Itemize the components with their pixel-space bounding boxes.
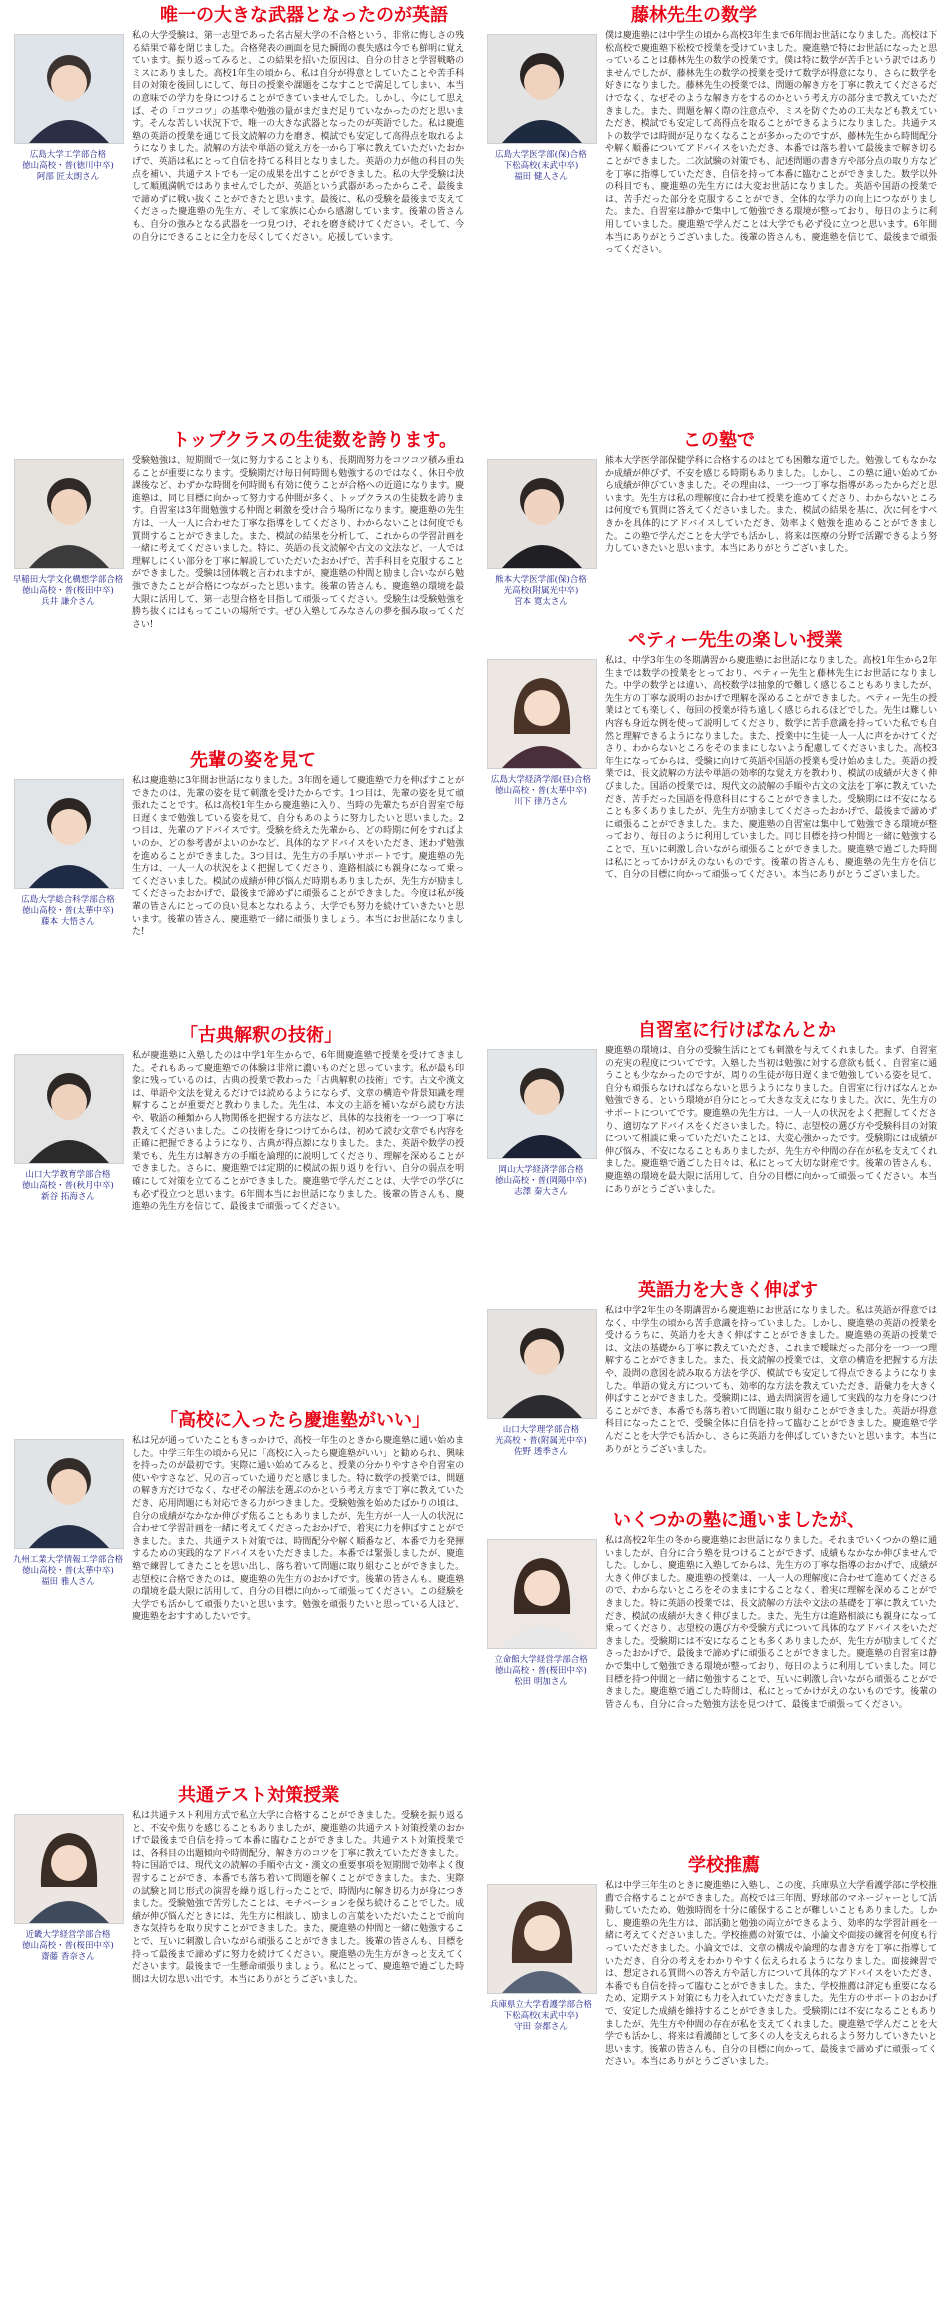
student-photo — [487, 659, 597, 769]
article-body: 私は共通テスト利用方式で私立大学に合格することができました。受験を振り返ると、不安や焦りを感じることもありましたが、慶進塾の共通テスト対策授業のおかげで最後まで自信を持って本番に臨むことができました。共通テスト対策授業では、各科目の出題傾向や時間配分、解き方のコツを丁寧に教えていただきました。特に国語では、現代文の読解の手順や古文・漢文の重要事項を短期間で効率よく復習することができ、本番でも落ち着いて問題を解くことができました。また、実際の試験と同じ形式の演習を繰り返し行ったことで、時間内に解き切る力が身につきました。受験勉強で苦労したことは、モチベーションを保ち続けることでした。成績が伸び悩んだときには、先生方に相談し、励ましの言葉をいただいたことで前向きな気持ちを取り戻すことができました。また、慶進塾の仲間と一緒に勉強することで、互いに刺激し合いながら頑張ることができました。後輩の皆さんも、目標を持って最後まで諦めずに努力を続けてください。慶進塾の先生方がきっと支えてくださいます。最後まで一生懸命頑張りましょう。私にとって、慶進塾で過ごした時間は大切な思い出です。本当にありがとうございました。 — [132, 1811, 464, 1985]
caption-name: 齋藤 香奈さん — [41, 1952, 95, 1962]
student-photo — [14, 1439, 124, 1549]
student-photo — [487, 34, 597, 144]
caption-name: 兵井 謙介さん — [41, 597, 95, 607]
student-photo — [487, 1539, 597, 1649]
caption-school-detail: 徳山高校・普(秋月中卒) — [22, 1181, 114, 1191]
student-photo — [14, 459, 124, 569]
caption-school-detail: 徳山高校・普(岡陽中卒) — [495, 1176, 587, 1186]
student-caption — [6, 1930, 130, 1963]
article-body: 私は兄が通っていたこともきっかけで、高校一年生のときから慶進塾に通い始めました。中学三年生の頃から兄に「高校に入ったら慶進塾がいい」と勧められ、興味を持ったのが最初です。実際に通い始めてみると、授業の分かりやすさや自習室の使いやすさなど、兄の言っていた通りだと感じました。特に数学の授業では、問題の解き方だけでなく、なぜその解法を選ぶのかという考え方まで丁寧に教えていただき、応用問題にも対応できる力がつきました。受験勉強を始めたばかりの頃は、自分の成績がなかなか伸びず焦ることもありましたが、先生方が一人一人の状況に合わせて学習計画を一緒に考えてくださったおかげで、着実に力を伸ばすことができました。また、共通テスト対策では、時間配分や解く順番など、本番で力を発揮するための実践的なアドバイスをいただきました。本番では緊張しましたが、慶進塾で練習してきたことを思い出し、落ち着いて問題に取り組むことができました。志望校に合格できたのは、慶進塾の先生方のおかげです。後輩の皆さんも、慶進塾の環境を最大限に活用して、自分の目標に向かって頑張ってください。この経験を大学でも活かして頑張りたいと思います。勉強を頑張りたいと思っている人ほど、慶進塾をおすすめしたいです。 — [132, 1436, 464, 1623]
article-body: 私は慶進塾に3年間お世話になりました。3年間を通して慶進塾で力を伸ばすことができたのは、先輩の姿を見て刺激を受けたからです。1つ目は、先輩の姿を見て頑張れたことです。私は高校1年生から慶進塾に入り、当時の先輩たちが自習室で毎日遅くまで勉強している姿を見て、自分もあのように努力したいと思いました。2つ目は、先輩のアドバイスです。受験を終えた先輩から、どの時期に何をすればよいのか、どの参考書がよいのかなど、具体的なアドバイスをいただき、迷わず勉強を進めることができました。3つ目は、先生方の手厚いサポートです。慶進塾の先生方は、一人一人の状況をよく把握してくださり、進路相談にも親身になって乗ってくださいました。模試の成績が伸び悩んだ時期もありましたが、先生方が励ましてくださったおかげで、最後まで諦めずに頑張ることができました。今度は私が後輩の皆さんにとっての良い見本となれるよう、大学でも努力を続けていきたいと思います。後輩の皆さん、慶進塾で一緒に頑張りましょう。本当にお世話になりました! — [132, 776, 464, 938]
article-classics — [0, 1020, 472, 1405]
article-this-juku — [473, 425, 945, 625]
student-caption — [479, 1655, 603, 1688]
student-caption — [6, 1170, 130, 1203]
caption-school: 広島大学医学部(保)合格 — [495, 150, 587, 160]
article-headline: いくつかの塾に通いましたが、 — [613, 1510, 865, 1531]
article-body: 私は、中学3年生の冬期講習から慶進塾にお世話になりました。高校1年生から2年生までは数学の授業をとっており、ペティー先生と藤林先生にお世話になりました。中学の数学とは違い、高校数学は抽象的で難しく感じることもありましたが、先生方の丁寧な説明のおかげで理解を深めることができました。ペティー先生の授業はとても楽しく、毎回の授業が待ち遠しく感じられるほどでした。先生は難しい内容も身近な例を使って説明してくださり、数学に苦手意識を持っていた私でも自然と理解できるようになりました。また、授業中に生徒一人一人に声をかけてくださり、わからないところをそのままにしないよう配慮してくださいました。高校3年生になってからは、受験に向けて英語や国語の授業も受け始めました。英語の授業では、長文読解の方法や単語の効率的な覚え方を教わり、模試の成績が大きく伸びました。国語の授業では、現代文の読解の手順や古文の文法を丁寧に教えていただき、苦手だった国語を得意科目にすることができました。受験期には不安になることも多くありましたが、先生方が励ましてくださったおかげで、最後まで諦めずに頑張ることができました。また、慶進塾の自習室は集中して勉強できる環境が整っており、毎日のように利用していました。同じ目標を持つ仲間と一緒に勉強することで、互いに刺激し合いながら頑張ることができました。慶進塾で過ごした時間は私にとってかけがえのないものです。後輩の皆さんも、慶進塾の先生方を信じて、自分の目標に向かって頑張ってください。本当にありがとうございました。 — [605, 656, 937, 881]
article-body: 熊本大学医学部保健学科に合格するのはとても困難な道でした。勉強してもなかなか成績が伸びず、不安を感じる時期もありました。しかし、この塾に通い始めてから成績が伸びていきました。その理由は、一つ一つ丁寧な指導があったからだと思います。先生方は私の理解度に合わせて授業を進めてくださり、わからないところは何度でも質問に答えてくださいました。また、模試の結果を基に、次に何をすべきかを具体的にアドバイスしていただき、効率よく勉強を進めることができました。この塾で学んだことを大学でも活かし、将来は医療の分野で活躍できるよう努力していきたいと思います。本当にありがとうございました。 — [605, 456, 937, 555]
caption-school: 兵庫県立大学看護学部合格 — [489, 2000, 592, 2010]
article-body: 私は高校2年生の冬から慶進塾にお世話になりました。それまでいくつかの塾に通いましたが、自分に合う塾を見つけることができず、成績もなかなか伸びませんでした。しかし、慶進塾に入塾してからは、先生方の丁寧な指導のおかげで、成績が大きく伸びました。慶進塾の授業は、一人一人の理解度に合わせて進めてくださるので、わからないところをそのままにすることなく、着実に理解を深めることができました。特に英語の授業では、長文読解の方法や文法の基礎を丁寧に教えていただき、模試の成績が大きく伸びました。また、先生方は進路相談にも親身になって乗ってくださり、志望校の選び方や受験方式について具体的なアドバイスをいただきました。受験期には不安になることも多くありましたが、先生方が励ましてくださったおかげで、最後まで諦めずに頑張ることができました。慶進塾の自習室は静かで集中して勉強できる環境が整っており、毎日のように利用していました。同じ目標を持つ仲間と一緒に勉強することで、互いに刺激し合いながら頑張ることができました。慶進塾で過ごした時間は、私にとってかけがえのないものです。後輩の皆さんも、自分に合った勉強方法を見つけて、最後まで頑張ってください。 — [605, 1536, 937, 1710]
caption-school-detail: 光高校(附属光中卒) — [503, 586, 579, 596]
caption-name: 守田 奈都さん — [514, 2022, 568, 2032]
caption-name: 松田 明加さん — [514, 1677, 568, 1687]
person-silhouette-icon — [488, 1540, 596, 1648]
article-body: 受験勉強は、短期間で一気に努力することよりも、長期間努力をコツコツ積み重ねることが重要になります。受験期だけ毎日何時間も勉強するのではなく、休日や放課後など、わずかな時間を何時間も有効に使うことが合格への近道になります。慶進塾は、同じ目標に向かって努力する仲間が多く、トップクラスの生徒数を誇ります。自習室は3年間勉強する仲間と刺激を受け合う場所になります。慶進塾の先生方は、一人一人に合わせた丁寧な指導をしてくださり、わからないことは何度でも質問することができました。また、模試の結果を分析して、これからの学習計画を一緒に考えてくださいました。特に、英語の長文読解や古文の文法など、一人では理解しにくい部分を丁寧に解説していただいたおかげで、苦手科目を克服することができました。受験は団体戦と言われますが、慶進塾の仲間と励まし合いながら勉強できたことが合格につながったと思います。後輩の皆さんも、慶進塾の環境を最大限に活用して、第一志望合格を目指して頑張ってください。受験生は受験勉強を勝ち抜くにはもってこいの場所です。ぜひ入塾してみなさんの夢を掴み取ってください! — [132, 456, 464, 630]
student-photo — [487, 1309, 597, 1419]
student-photo — [14, 779, 124, 889]
student-caption — [6, 575, 130, 608]
caption-school: 山口大学理学部合格 — [502, 1425, 580, 1435]
article-high-school — [0, 1405, 472, 1780]
caption-name: 新谷 拓海さん — [41, 1192, 95, 1202]
article-fujibayashi-math — [473, 0, 945, 425]
article-headline: 英語力を大きく伸ばす — [638, 1280, 818, 1301]
person-silhouette-icon — [488, 460, 596, 568]
caption-school-detail: 徳山高校・普(桜田中卒) — [22, 1941, 114, 1951]
caption-name: 福田 健人さん — [514, 172, 568, 182]
person-silhouette-icon — [15, 35, 123, 143]
person-silhouette-icon — [488, 35, 596, 143]
student-caption — [479, 2000, 603, 2033]
caption-school-detail: 徳山高校・普(太華中卒) — [22, 1566, 114, 1576]
article-headline: 唯一の大きな武器となったのが英語 — [160, 5, 448, 26]
caption-school-detail: 徳山高校・普(桜田中卒) — [495, 1666, 587, 1676]
article-body: 私は中学三年生のときに慶進塾に入塾し、この度、兵庫県立大学看護学部に学校推薦で合格することができました。高校では三年間、野球部のマネージャーとして活動していたため、勉強時間を十分に確保することが難しいこともありました。しかし、慶進塾の先生方は、部活動と勉強の両立ができるよう、効率的な学習計画を一緒に考えてくださいました。学校推薦の対策では、小論文や面接の練習を何度も行っていただきました。小論文では、文章の構成や論理的な書き方を丁寧に指導していただき、自分の考えをわかりやすく伝えられるようになりました。面接練習では、想定される質問への答え方や話し方について具体的なアドバイスをいただき、本番でも自信を持って臨むことができました。また、学校推薦は評定も重要になるため、定期テスト対策にも力を入れていただきました。先生方のサポートのおかげで、安定した成績を維持することができました。受験期には不安になることもありましたが、先生方や仲間の存在が私を支えてくれました。慶進塾で学んだことを大学でも活かし、将来は看護師として多くの人を支えられるよう努力していきたいと思います。後輩の皆さんも、自分の目標に向かって、最後まで諦めずに頑張ってください。本当にありがとうございました。 — [605, 1881, 937, 2068]
student-caption — [479, 775, 603, 808]
article-body: 私の大学受験は、第一志望であった名古屋大学の不合格という、非常に悔しさの残る結果で幕を閉じました。合格発表の画面を見た瞬間の喪失感は今でも鮮明に覚えています。振り返ってみると、この結果を招いた原因は、自分の甘さと学習戦略のミスにありました。高校1年生の頃から、私は自分が得意としていたことや苦手科目の対策を後回しにして、毎日の授業や課題をこなすことで満足してしまい、本当の意味での学力を身につけることができていませんでした。しかし、今にして思えば、その「コツコツ」の基準や勉強の量がまだまだ足りていなかったのだと思います。そんな苦しい状況下で、唯一の大きな武器となったのが英語でした。私は慶進塾の英語の授業を通じて長文読解の力を磨き、模試でも安定して高得点を取れるようになりました。読解の方法や単語の覚え方を一から丁寧に教えていただいたおかげで、英語は私にとって自信を持てる科目となりました。英語の力が他の科目の失点を補い、共通テストでも一定の成果を出すことができました。私の大学受験は決して順風満帆ではありませんでしたが、英語という武器があったからこそ、最後まで諦めずに戦い抜くことができたと思います。最後に、私の受験を最後まで支えてくださった慶進塾の先生方、そして家族に心から感謝しています。後輩の皆さんも、自分の強みとなる武器を一つ見つけ、それを磨き続けてください。そして、今の自分にできることに全力を尽くしてください。応援しています。 — [132, 31, 464, 243]
caption-school-detail: 下松高校(末武中卒) — [503, 2011, 579, 2021]
caption-school: 岡山大学経済学部合格 — [498, 1165, 584, 1175]
article-body: 慶進塾の環境は、自分の受験生活にとても刺激を与えてくれました。まず、自習室の充実の程度についてです。入塾した当初は勉強に対する意欲も低く、自習室に通うことも少なかったのですが、周りの生徒が毎日遅くまで勉強している姿を見て、自分も頑張らなければならないと思うようになりました。自習室に行けばなんとか勉強できる、という環境が自分にとって大きな支えになりました。次に、先生方のサポートについてです。慶進塾の先生方は、一人一人の状況をよく把握してくださり、適切なアドバイスをくださいました。特に、志望校の選び方や受験科目の対策について相談に乗っていただいたことは、大変心強かったです。受験期には成績が伸び悩み、不安になることもありましたが、先生方や仲間の存在が私を支えてくれました。慶進塾で過ごした日々は、私にとって大切な財産です。後輩の皆さんも、慶進塾の環境を最大限に活用して、自分の目標に向かって頑張ってください。本当にありがとうございました。 — [605, 1046, 937, 1195]
person-silhouette-icon — [488, 1050, 596, 1158]
person-silhouette-icon — [15, 1440, 123, 1548]
caption-school: 早稲田大学文化構想学部合格 — [12, 575, 124, 585]
article-headline: 先輩の姿を見て — [190, 750, 316, 771]
article-headline: 「高校に入ったら慶進塾がいい」 — [160, 1410, 430, 1431]
person-silhouette-icon — [15, 1055, 123, 1163]
caption-school-detail: 徳山高校・普(桜田中卒) — [22, 586, 114, 596]
caption-school: 九州工業大学情報工学部合格 — [12, 1555, 124, 1565]
caption-school: 広島大学工学部合格 — [29, 150, 107, 160]
caption-school: 近畿大学経営学部合格 — [25, 1930, 111, 1940]
article-headline: この塾で — [683, 430, 755, 451]
caption-school-detail: 徳山高校・普(徳川中卒) — [22, 161, 114, 171]
article-headline: 藤林先生の数学 — [631, 5, 757, 26]
person-silhouette-icon — [15, 1815, 123, 1923]
student-caption — [479, 575, 603, 608]
article-several-jukus — [473, 1505, 945, 1850]
caption-name: 佐野 透季さん — [514, 1447, 568, 1457]
article-headline: ペティー先生の楽しい授業 — [628, 630, 843, 651]
article-body: 私は中学2年生の冬期講習から慶進塾にお世話になりました。私は英語が得意ではなく、中学生の頃から苦手意識を持っていました。しかし、慶進塾の英語の授業を受けるうちに、英語力を大きく伸ばすことができました。慶進塾の英語の授業では、文法の基礎から丁寧に教えていただき、これまで曖昧だった部分を一つ一つ理解することができました。また、長文読解の授業では、文章の構造を把握する方法や、設問の意図を読み取る方法を学び、模試でも安定して得点できるようになりました。単語の覚え方についても、効率的な方法を教えていただき、語彙力を大きく伸ばすことができました。受験期には、過去問演習を通して実践的な力を身につけることができ、本番でも落ち着いて問題に取り組むことができました。英語が得意科目になったことで、受験全体に自信を持って臨むことができました。慶進塾で学んだことを大学でも活かし、さらに英語力を伸ばしていきたいと思います。本当にありがとうございました。 — [605, 1306, 937, 1455]
person-silhouette-icon — [488, 1310, 596, 1418]
student-caption — [479, 1425, 603, 1458]
student-photo — [14, 1814, 124, 1924]
article-study-room — [473, 1015, 945, 1275]
person-silhouette-icon — [488, 660, 596, 768]
article-top-class — [0, 425, 472, 745]
article-body: 僕は慶進塾には中学生の頃から高校3年生まで6年間お世話になりました。高校は下松高校で慶進塾下松校で授業を受けていました。慶進塾で特にお世話になったと思っていることは藤林先生の数学の授業です。僕は特に数学が苦手という訳ではありませんでしたが、藤林先生の数学の授業を受けて数学が得意になり、さらに数学を好きになりました。藤林先生の授業では、問題の解き方を丁寧に教えてくださるだけでなく、なぜそのような解き方をするのかという考え方の部分まで教えていただきました。また、問題を解く際の注意点や、ミスを防ぐための工夫なども教えていただき、模試でも安定して高得点を取ることができるようになりました。共通テストの数学では時間が足りなくなることが多かったのですが、藤林先生から時間配分や解く順番についてアドバイスをいただき、本番では落ち着いて最後まで解き切ることができました。二次試験の対策でも、記述問題の書き方や部分点の取り方などを丁寧に指導していただき、自信を持って本番に臨むことができました。数学以外の科目でも、慶進塾の先生方には大変お世話になりました。英語や国語の授業では、苦手だった部分を克服することができ、全体的な学力の向上につながりました。また、自習室は静かで集中して勉強できる環境が整っており、毎日のように利用していました。慶進塾で学んだことは大学でも必ず役に立つと思います。6年間本当にありがとうございました。後輩の皆さんも、慶進塾を信じて、最後まで頑張ってください。 — [605, 31, 937, 256]
person-silhouette-icon — [488, 1885, 596, 1993]
caption-school-detail: 下松高校(末武中卒) — [503, 161, 579, 171]
caption-name: 志澤 秦大さん — [514, 1187, 568, 1197]
article-headline: 学校推薦 — [688, 1855, 760, 1876]
caption-school-detail: 光高校・普(附属光中卒) — [495, 1436, 587, 1446]
article-school-recommendation — [473, 1850, 945, 2299]
article-senpai — [0, 745, 472, 1020]
article-body: 私が慶進塾に入塾したのは中学1年生からで、6年間慶進塾で授業を受けてきました。それもあって慶進塾での体験は非常に濃いものだと思っています。私が最も印象に残っているのは、古典の授業で教わった「古典解釈の技術」です。古文や漢文は、単語や文法を覚えるだけでは読めるようにならず、文章の構造や背景知識を理解することが重要だと教わりました。先生は、本文の主語を補いながら読む方法や、敬語の種類から人物関係を把握する方法など、具体的な技術を一つ一つ丁寧に教えてくださいました。この技術を身につけてからは、初めて読む文章でも内容を正確に把握できるようになり、古典が得点源になりました。また、英語や数学の授業でも、先生方は解き方の手順を論理的に説明してくださり、理解を深めることができました。さらに、慶進塾では定期的に模試の振り返りを行い、自分の弱点を明確にして対策を立てることができました。慶進塾で学んだことは、大学での学びにも必ず役立つと思います。6年間本当にお世話になりました。後輩の皆さんも、慶進塾の先生方を信じて、最後まで頑張ってください。 — [132, 1051, 464, 1213]
article-english-skill — [473, 1275, 945, 1505]
caption-school: 広島大学総合科学部合格 — [21, 895, 115, 905]
student-photo — [487, 459, 597, 569]
caption-name: 川下 律乃さん — [514, 797, 568, 807]
article-headline: 共通テスト対策授業 — [178, 1785, 340, 1806]
caption-name: 宮本 寛太さん — [514, 597, 568, 607]
article-headline: 「古典解釈の技術」 — [180, 1025, 342, 1046]
student-caption — [6, 1555, 130, 1588]
student-caption — [6, 150, 130, 183]
person-silhouette-icon — [15, 780, 123, 888]
student-photo — [14, 34, 124, 144]
caption-school-detail: 徳山高校・普(太華中卒) — [22, 906, 114, 916]
article-headline: トップクラスの生徒数を誇ります。 — [172, 430, 457, 451]
caption-school-detail: 徳山高校・普(太華中卒) — [495, 786, 587, 796]
article-headline: 自習室に行けばなんとか — [638, 1020, 836, 1041]
student-caption — [479, 1165, 603, 1198]
article-petty-class — [473, 625, 945, 1015]
caption-school: 山口大学教育学部合格 — [25, 1170, 111, 1180]
student-photo — [487, 1049, 597, 1159]
caption-school: 広島大学経済学部(昼)合格 — [490, 775, 592, 785]
caption-school: 熊本大学医学部(保)合格 — [495, 575, 587, 585]
caption-name: 福田 雅人さん — [41, 1577, 95, 1587]
student-photo — [14, 1054, 124, 1164]
person-silhouette-icon — [15, 460, 123, 568]
caption-name: 阿部 匠太朗さん — [36, 172, 100, 182]
caption-name: 藤本 大悟さん — [41, 917, 95, 927]
student-caption — [479, 150, 603, 183]
article-english-weapon — [0, 0, 472, 405]
student-caption — [6, 895, 130, 928]
article-common-test — [0, 1780, 472, 2299]
student-photo — [487, 1884, 597, 1994]
caption-school: 立命館大学経営学部合格 — [494, 1655, 588, 1665]
